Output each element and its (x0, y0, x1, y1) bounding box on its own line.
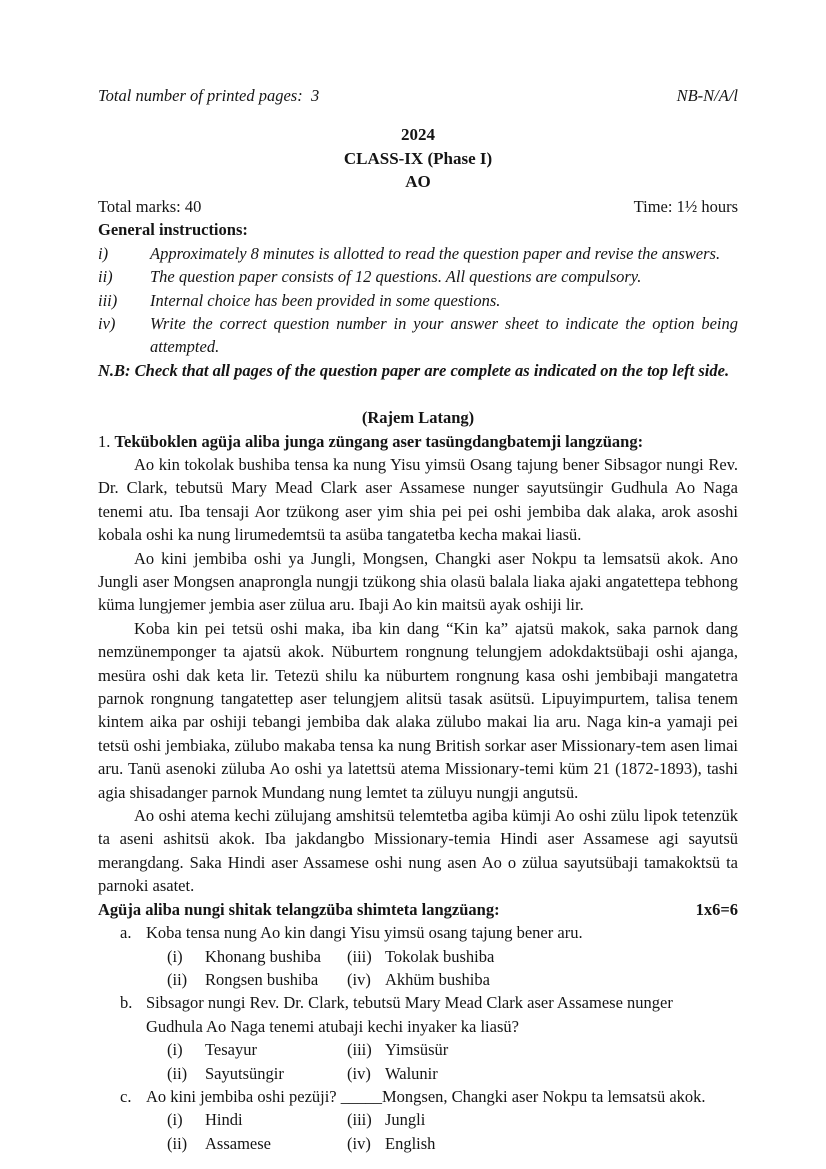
option-text: Walunir (385, 1063, 438, 1083)
mcq-options (167, 1038, 738, 1085)
option-number: (i) (167, 946, 183, 966)
option-number: (iv) (347, 1133, 371, 1153)
option-number: (iv) (347, 1063, 371, 1083)
mcq-item-a (120, 921, 738, 991)
passage-paragraph: Koba kin pei tetsü oshi maka, iba kin dang “Kin ka” ajatsü makok, saka parnok dang nemzünemponger ta ajatsü akok. Nüburtem rongnung telungjem adokdaktsübaji oshi ajanga, mesüra oshi dak keta lir. Tetezü shilu ka nüburtem rongnung kasa oshi jembibaji mangatetra parnok rongnung tangatettep aser telungjem alitsü tasak asütsü. Lipuyimpurtem, talisa tenem kintem aika par oshiji tebangi jembiba dak alaka zülubo makai lia aru. Naga kin-a yamaji pei tetsü oshi jembiaka, zülubo makaba tensa ka nung British sorkar aser Missionary-tem asen limai aru. Tanü asenoki züluba Ao oshi ya latettsü atema Missionary-temi küm 21 (1872-1893), tashi agia shisadanger parnok Mundang nung lemtet ta züluyu nungji angutsü. (98, 618, 738, 802)
time-allowed: Time: 1½ hours (633, 196, 738, 216)
mcq-question-row (120, 1085, 738, 1108)
instruction-item (98, 289, 738, 312)
passage-paragraph: Ao kin tokolak bushiba tensa ka nung Yisu yimsü Osang tajung bener Sibsagor nungi Rev. Dr. Clark, tebutsü Mary Mead Clark aser Assamese nunger sayutsüngir Gudhula Ao Naga tenemi atu. Iba tensaji Aor tzükong aser yim shia pei pei oshi jembiba dak alaka, arok asoshi kobala oshi ka nung lirumedemtsü ta asüba tangatetba kecha makai liasü. (98, 454, 738, 545)
instruction-text: Internal choice has been provided in some questions. (150, 290, 501, 310)
option-text: Akhüm bushiba (385, 969, 490, 989)
mcq-options (167, 1108, 738, 1155)
class-line: CLASS-IX (Phase I) (343, 148, 493, 168)
instruction-text: Write the correct question number in your answer sheet to indicate the option being attempted. (150, 313, 738, 357)
option-number: (i) (167, 1110, 183, 1130)
option-text: Tesayur (205, 1040, 257, 1060)
page-header (98, 84, 738, 107)
mcq-option (167, 1132, 347, 1155)
option-number: (ii) (167, 1133, 188, 1153)
mcq-question-text: Koba tensa nung Ao kin dangi Yisu yimsü osang tajung bener aru. (146, 923, 583, 943)
mcq-question-row (120, 991, 738, 1038)
mcq-option (167, 945, 347, 968)
mcq-question-text: Sibsagor nungi Rev. Dr. Clark, tebutsü Mary Mead Clark aser Assamese nunger Gudhula Ao Naga tenemi atubaji kechi inyaker ka liasü? (146, 993, 673, 1036)
total-marks: Total marks: 40 (98, 196, 202, 216)
mcq-label: a. (120, 923, 132, 943)
instruction-item (98, 242, 738, 265)
option-text: Hindi (205, 1110, 243, 1130)
mcq-item-c (120, 1085, 738, 1155)
option-number: (iii) (347, 1110, 372, 1130)
question-1-heading (98, 430, 738, 453)
option-text: Assamese (205, 1133, 271, 1153)
paper-code: NB-N/A/l (676, 86, 738, 105)
instruction-text: The question paper consists of 12 questions. All questions are compulsory. (150, 267, 642, 287)
subject-name: AO (405, 172, 431, 192)
mcq-question-row (120, 921, 738, 944)
mcq-option (347, 1038, 738, 1061)
mcq-option (167, 1108, 347, 1131)
printed-pages-note: Total number of printed pages: 3 (98, 86, 320, 105)
mcq-option (347, 1132, 738, 1155)
mcq-heading: Agüja aliba nungi shitak telangzüba shimteta langzüang: (98, 899, 500, 919)
option-text: English (385, 1133, 436, 1153)
mcq-item-b (120, 991, 738, 1085)
option-text: Khonang bushiba (205, 946, 321, 966)
instruction-number: i) (98, 243, 109, 263)
instruction-item (98, 265, 738, 288)
mcq-option (347, 945, 738, 968)
instruction-number: iii) (98, 290, 118, 310)
option-text: Yimsüsür (385, 1040, 449, 1060)
option-text: Jungli (385, 1110, 426, 1130)
mcq-label: b. (120, 993, 133, 1013)
option-text: Tokolak bushiba (385, 946, 495, 966)
mcq-options (167, 945, 738, 992)
option-number: (ii) (167, 969, 188, 989)
mcq-option (167, 1038, 347, 1061)
option-number: (iii) (347, 946, 372, 966)
instruction-item (98, 312, 738, 359)
mcq-option (347, 1108, 738, 1131)
mcq-option (347, 968, 738, 991)
section-heading: (Rajem Latang) (361, 408, 475, 428)
mcq-heading-row (98, 898, 738, 921)
exam-year: 2024 (401, 125, 435, 145)
instruction-number: ii) (98, 267, 113, 287)
option-number: (iii) (347, 1040, 372, 1060)
passage-paragraph: Ao kini jembiba oshi ya Jungli, Mongsen, Changki aser Nokpu ta lemsatsü akok. Ano Jungli aser Mongsen anaprongla nungji tzükong shia olasü balala liaka ajaki angatettepa tebhong küma lungjemer jembia aser zülua aru. Ibaji Ao kin maitsü ayak oshiji lir. (98, 548, 738, 615)
question-heading-text: Teküboklen agüja aliba junga züngang aser tasüngdangbatemji langzüang: (114, 431, 644, 451)
mcq-question-text: Ao kini jembiba oshi pezüji? _____Mongsen, Changki aser Nokpu ta lemsatsü akok. (146, 1086, 706, 1106)
nb-note: N.B: Check that all pages of the question paper are complete as indicated on the top left side. (98, 360, 730, 380)
option-number: (ii) (167, 1063, 188, 1083)
instruction-number: iv) (98, 313, 116, 333)
mcq-option (347, 1062, 738, 1085)
meta-row (98, 195, 738, 218)
general-instructions-heading: General instructions: (98, 220, 248, 240)
option-number: (iv) (347, 969, 371, 989)
option-text: Rongsen bushiba (205, 969, 319, 989)
title-block (98, 123, 738, 194)
passage-paragraph: Ao oshi atema kechi zülujang amshitsü telemtetba agiba kümji Ao oshi zülu lipok tetenzük ta aseni ashitsü akok. Iba jakdangbo Missionary-temia Hindi aser Assamese agi sayutsü merangdang. Saka Hindi aser Assamese oshi nung asen Ao o zülua sayutsübaji tamakoktsü ta parnoki asatet. (98, 806, 738, 896)
instruction-text: Approximately 8 minutes is allotted to read the question paper and revise the answers. (150, 243, 721, 263)
mcq-option (167, 1062, 347, 1085)
option-text: Sayutsüngir (205, 1063, 284, 1083)
mcq-option (167, 968, 347, 991)
mcq-label: c. (120, 1086, 132, 1106)
marks-badge: 1x6=6 (695, 899, 738, 919)
option-number: (i) (167, 1040, 183, 1060)
question-number: 1. (98, 431, 115, 451)
